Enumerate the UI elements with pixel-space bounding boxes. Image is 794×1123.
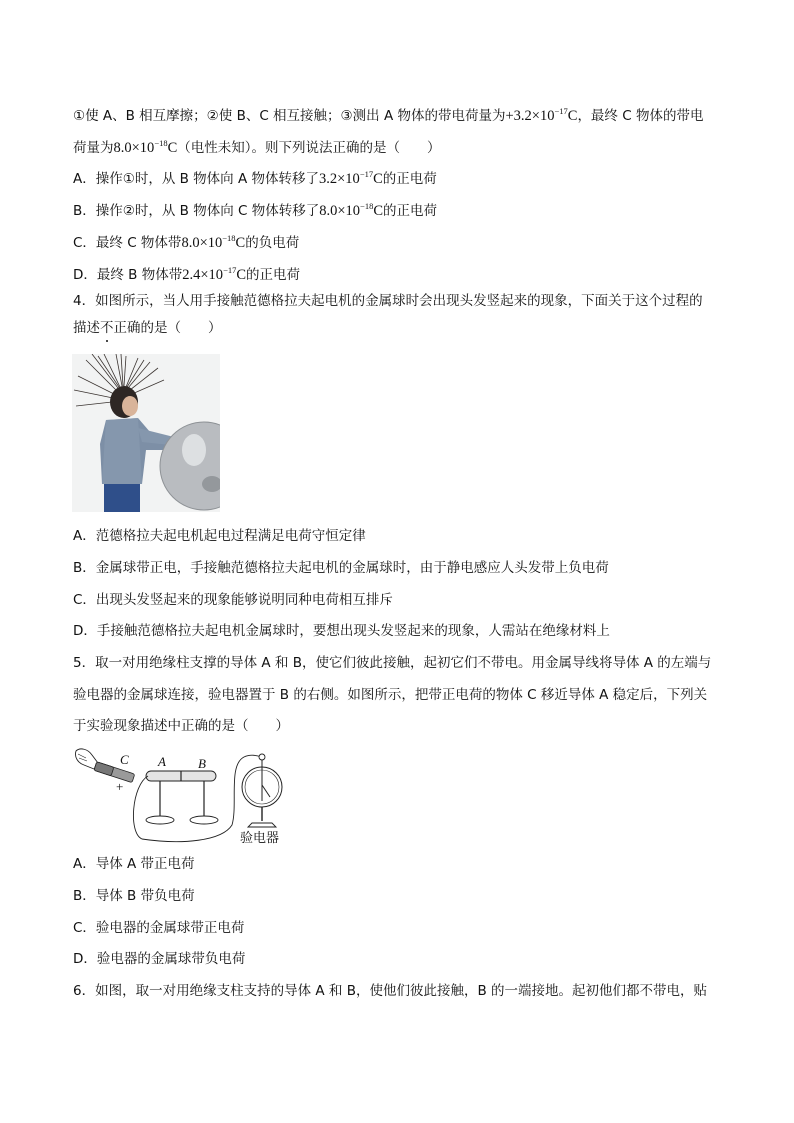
q4-option-d: D．手接触范德格拉夫起电机金属球时，要想出现头发竖起来的现象，人需站在绝缘材料上 [73,623,610,639]
van-de-graaff-photo [72,354,220,512]
label-plus: + [116,779,124,794]
q4-stem-line-2: 描述不正确的是（ ） [73,320,222,336]
q6-stem-line-1: 6．如图，取一对用绝缘支柱支持的导体 A 和 B，使他们彼此接触，B 的一端接地。起初他们都不带电，贴 [73,983,708,999]
label-b: B [198,756,206,771]
q4-option-a: A．范德格拉夫起电机起电过程满足电荷守恒定律 [73,528,366,544]
q3-option-c: C．最终 C 物体带$8.0\times 10^{-18}C$的负电荷 [73,233,300,251]
q3-option-a: A．操作①时，从 B 物体向 A 物体转移了$3.2\times 10^{-17}C$的正电荷 [73,169,437,187]
q4-option-c: C．出现头发竖起来的现象能够说明同种电荷相互排斥 [73,592,393,608]
q5-stem-line-3: 于实验现象描述中正确的是（ ） [73,718,289,734]
label-c: C [120,752,129,767]
q4-option-b: B．金属球带正电，手接触范德格拉夫起电机的金属球时，由于静电感应人头发带上负电荷 [73,560,609,576]
q5-stem-line-1: 5．取一对用绝缘柱支撑的导体 A 和 B，使它们彼此接触，起初它们不带电。用金属导线将导体 A 的左端与 [73,655,712,671]
label-electroscope: 验电器 [240,831,280,845]
conductor-electroscope-diagram [72,745,292,845]
q3-stem-line-1: ①使 A、B 相互摩擦；②使 B、C 相互接触；③测出 A 物体的带电荷量为$+3.2\times 10^{-17}C$，最终 C 物体的带电 [73,106,704,124]
q4-stem-line-1: 4．如图所示，当人用手接触范德格拉夫起电机的金属球时会出现头发竖起来的现象，下面关于这个过程的 [73,293,703,309]
q5-option-b: B．导体 B 带负电荷 [73,888,195,904]
q5-option-c: C．验电器的金属球带正电荷 [73,920,245,936]
q3-option-b: B．操作②时，从 B 物体向 C 物体转移了$8.0\times 10^{-18}C$的正电荷 [73,201,437,219]
emphasis-dot-text: 不 [100,320,114,336]
q5-option-a: A．导体 A 带正电荷 [73,856,195,872]
q3-stem-line-2: 荷量为$8.0\times 10^{-18}C$（电性未知）。则下列说法正确的是（ ） [73,138,441,156]
q5-stem-line-2: 验电器的金属球连接，验电器置于 B 的右侧。如图所示，把带正电荷的物体 C 移近导体 A 稳定后，下列关 [73,687,708,703]
label-a: A [158,754,166,769]
q5-option-d: D．验电器的金属球带负电荷 [73,951,246,967]
q3-option-d: D．最终 B 物体带$2.4\times 10^{-17}C$的正电荷 [73,265,301,283]
